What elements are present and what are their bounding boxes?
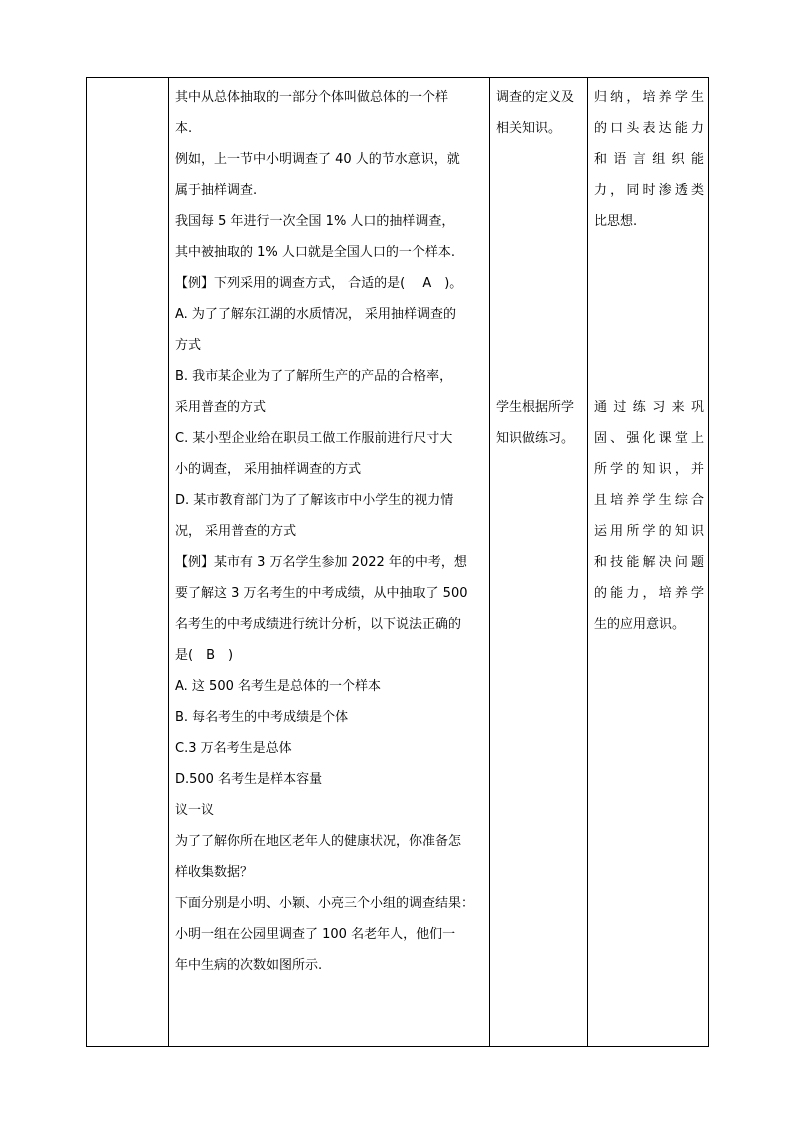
content-line: 例如，上一节中小明调查了 40 人的节水意识，就 <box>175 152 460 167</box>
student-activity-line: 知识做练习。 <box>496 431 575 446</box>
content-line: A. 为了了解东江湖的水质情况， 采用抽样调查的 <box>175 307 457 322</box>
student-activity-block-1 <box>496 82 583 144</box>
design-intent-line: 比思想. <box>594 214 638 229</box>
design-intent-line: 运用所学的知识 <box>594 524 704 539</box>
content-line: 方式 <box>175 338 202 353</box>
design-intent-line: 力，同时渗透类 <box>594 183 704 198</box>
content-line: 【例】下列采用的调查方式， 合适的是( A )。 <box>175 276 463 291</box>
student-activity-cell <box>490 78 588 1047</box>
content-line: 下面分别是小明、小颖、小亮三个小组的调查结果： <box>175 896 475 911</box>
design-intent-line: 和语言组织能 <box>594 152 704 167</box>
student-activity-line: 学生根据所学 <box>496 400 575 415</box>
content-line: 小的调查， 采用抽样调查的方式 <box>175 462 362 477</box>
content-line: 本. <box>175 121 193 136</box>
design-intent-cell <box>588 78 709 1047</box>
content-line: 名考生的中考成绩进行统计分析，以下说法正确的 <box>175 617 462 632</box>
table-row <box>87 78 709 1047</box>
design-intent-line: 所学的知识，并 <box>594 462 704 477</box>
lesson-plan-table <box>86 77 709 1047</box>
content-line: B. 每名考生的中考成绩是个体 <box>175 710 349 725</box>
content-line: 其中被抽取的 1% 人口就是全国人口的一个样本. <box>175 245 456 260</box>
design-intent-line: 的口头表达能力 <box>594 121 704 136</box>
content-line: 况， 采用普查的方式 <box>175 524 297 539</box>
design-intent-line: 通过练习来巩 <box>594 400 704 415</box>
design-intent-line: 生的应用意识。 <box>594 617 686 632</box>
content-line: C. 某小型企业给在职员工做工作服前进行尺寸大 <box>175 431 453 446</box>
content-line: A. 这 500 名考生是总体的一个样本 <box>175 679 382 694</box>
design-intent-block-2 <box>594 392 704 640</box>
design-intent-line: 归纳，培养学生 <box>594 90 704 105</box>
design-intent-line: 固、强化课堂上 <box>594 431 704 446</box>
design-intent-line: 和技能解决问题 <box>594 555 704 570</box>
content-line: D.500 名考生是样本容量 <box>175 772 323 787</box>
content-line: B. 我市某企业为了了解所生产的产品的合格率， <box>175 369 453 384</box>
content-line: 议一议 <box>175 803 215 818</box>
design-intent-line: 的能力，培养学 <box>594 586 704 601</box>
content-line: 采用普查的方式 <box>175 400 267 415</box>
student-activity-block-2 <box>496 392 583 454</box>
content-line: 是( B ) <box>175 648 234 663</box>
stage-cell <box>87 78 169 1047</box>
content-line: 小明一组在公园里调查了 100 名老年人，他们一 <box>175 927 456 942</box>
content-line: 其中从总体抽取的一部分个体叫做总体的一个样 <box>175 90 449 105</box>
student-activity-line: 相关知识。 <box>496 121 562 136</box>
content-line: 要了解这 3 万名考生的中考成绩，从中抽取了 500 <box>175 586 468 601</box>
content-line: 我国每 5 年进行一次全国 1% 人口的抽样调查， <box>175 214 455 229</box>
design-intent-line: 且培养学生综合 <box>594 493 704 508</box>
content-line: D. 某市教育部门为了了解该市中小学生的视力情 <box>175 493 454 508</box>
student-activity-line: 调查的定义及 <box>496 90 575 105</box>
content-line: 年中生病的次数如图所示. <box>175 958 323 973</box>
content-line: 【例】某市有 3 万名学生参加 2022 年的中考，想 <box>175 555 467 570</box>
content-line: 属于抽样调查. <box>175 183 258 198</box>
teaching-content <box>169 78 489 1046</box>
content-line: 样收集数据？ <box>175 865 254 880</box>
content-line: 为了了解你所在地区老年人的健康状况，你准备怎 <box>175 834 462 849</box>
teaching-content-cell <box>169 78 490 1047</box>
design-intent-block-1 <box>594 82 704 237</box>
content-line: C.3 万名考生是总体 <box>175 741 292 756</box>
